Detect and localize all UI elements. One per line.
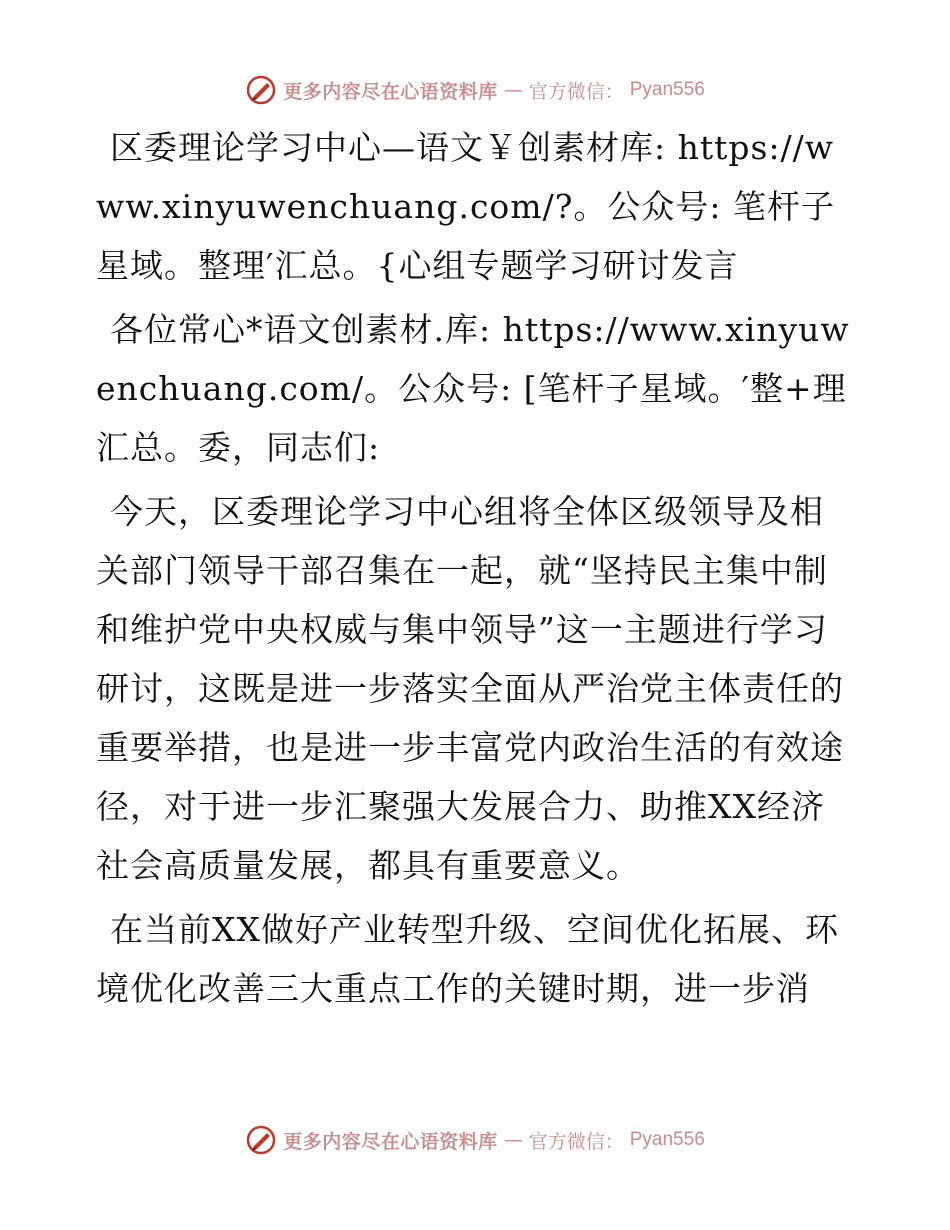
banner-official-label: 官方微信： [528, 1130, 624, 1153]
paragraph-intro: 今天，区委理论学习中心组将全体区级领导及相关部门领导干部召集在一起，就“坚持民主集中制和维护党中央权威与集中领导”这一主题进行学习研讨，这既是进一步落实全面从严治党主体责任的重要举措，也是进一步丰富党内政治生活的有效途径，对于进一步汇聚强大发展合力、助推XX经济社会高质量发展，都具有重要意义。 [96, 492, 844, 885]
pen-logo-icon [245, 1124, 277, 1156]
paragraph-context: 在当前XX做好产业转型升级、空间优化拓展、环境优化改善三大重点工作的关键时期，进一步消 [96, 910, 839, 1008]
watermark-banner-top [0, 70, 950, 110]
banner-wechat-handle: Pyan556 [629, 1129, 705, 1150]
banner-promo-text: 更多内容尽在心语资料库 [283, 1130, 498, 1153]
paragraph-title: 区委理论学习中心—语文￥创素材库: https://www.xinyuwenchuang.com/?。公众号: 笔杆子星域。整理′汇总。{心组专题学习研讨发言 [96, 128, 836, 285]
pen-logo-icon [245, 74, 277, 106]
banner-official-label: 官方微信： [528, 80, 624, 103]
document-body [96, 118, 856, 1023]
watermark-banner-bottom [0, 1120, 950, 1160]
banner-separator: — [503, 1129, 523, 1151]
banner-promo-text: 更多内容尽在心语资料库 [283, 80, 498, 103]
paragraph-salutation: 各位常心*语文创素材.库: https://www.xinyuwenchuang.com/。公众号: [笔杆子星域。′整+理汇总。委，同志们: [96, 310, 850, 467]
banner-wechat-handle: Pyan556 [629, 79, 705, 100]
banner-separator: — [503, 79, 523, 101]
